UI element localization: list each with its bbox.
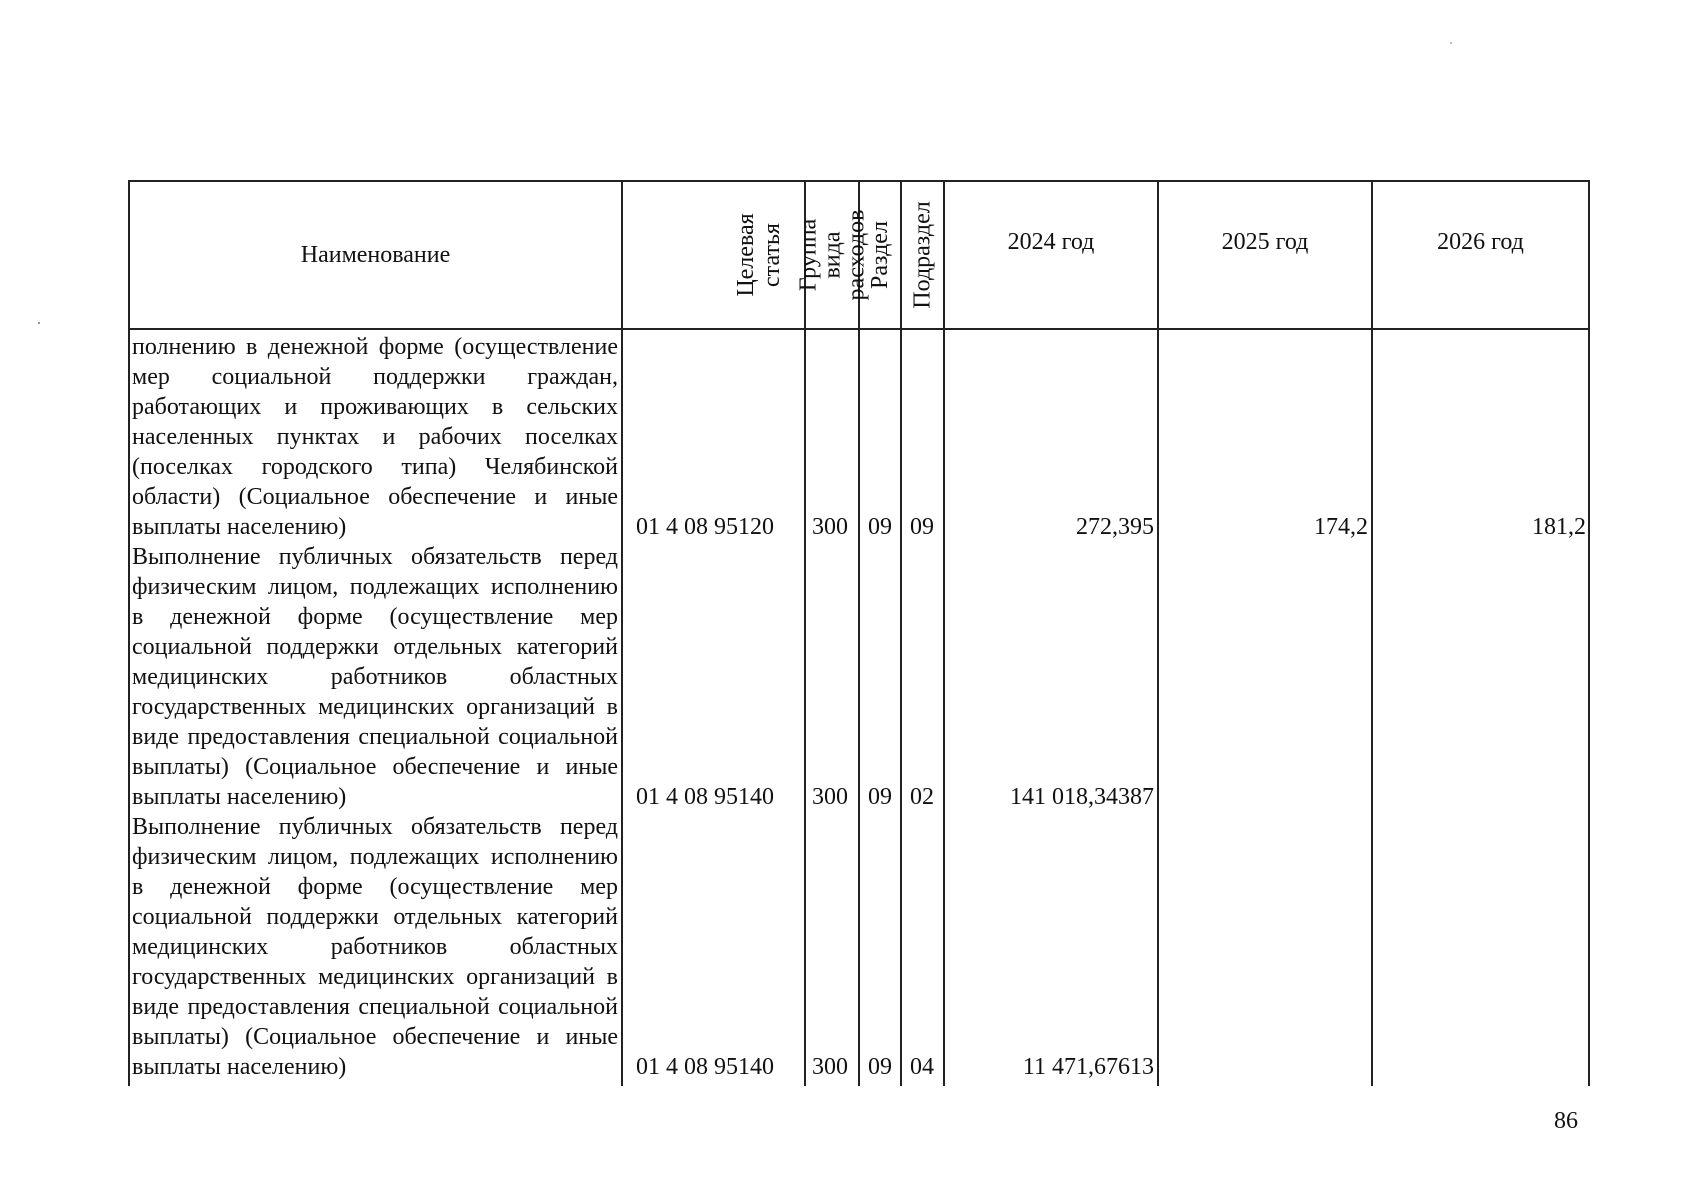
header-2024: 2024 год — [1007, 229, 1095, 255]
header-2026: 2026 год — [1437, 229, 1524, 255]
header-expense-group — [795, 182, 870, 328]
row-1-2026: 181,2 — [1532, 514, 1586, 540]
header-subsection — [902, 182, 943, 328]
row-1-expense-group: 300 — [812, 514, 848, 540]
header-target-article — [714, 182, 804, 328]
table-right-border — [1588, 180, 1590, 1086]
col-divider-2025 — [1371, 180, 1373, 1086]
row-1-subsection: 09 — [910, 514, 934, 540]
header-target-article-text: Целевая статья — [733, 213, 785, 297]
row-1-2024: 272,395 — [1076, 514, 1154, 540]
row-2-section: 09 — [868, 784, 892, 810]
row-3-2024: 11 471,67613 — [1022, 1054, 1154, 1080]
row-3-name: Выполнение публичных обязательств перед физическим лицом, подлежащих исполнению в денежной форме (осуществление мер социальной поддержки отдельных категорий медицинских работников областных государственных медицинских организаций в виде предоставления специальной социальной выплаты) (Социальное обеспечение и иные выплаты населению) — [132, 814, 618, 1080]
row-1-name: полнению в денежной форме (осуществление мер социальной поддержки граждан, работающих и проживающих в сельских населенных пунктах и рабочих поселках (поселках городского типа) Челябинской области) (Социальное обеспечение и иные выплаты населению) — [132, 334, 618, 540]
header-expense-group-text: Группа вида расходов — [795, 209, 870, 301]
row-2-name: Выполнение публичных обязательств перед физическим лицом, подлежащих исполнению в денежной форме (осуществление мер социальной поддержки отдельных категорий медицинских работников областных государственных медицинских организаций в виде предоставления специальной социальной выплаты) (Социальное обеспечение и иные выплаты населению) — [132, 544, 618, 810]
col-divider-name — [621, 180, 623, 1086]
scan-speck — [38, 322, 40, 324]
budget-table — [128, 180, 1590, 1086]
row-3-expense-group: 300 — [812, 1054, 848, 1080]
row-2-subsection: 02 — [910, 784, 934, 810]
row-3-subsection: 04 — [910, 1054, 934, 1080]
row-3-section: 09 — [868, 1054, 892, 1080]
row-1-section: 09 — [868, 514, 892, 540]
header-2025: 2025 год — [1221, 229, 1309, 255]
page-number: 86 — [1554, 1108, 1578, 1134]
row-3-target-article: 01 4 08 95140 — [636, 1054, 774, 1080]
header-section — [860, 182, 900, 328]
col-divider-2024 — [1157, 180, 1159, 1086]
scan-speck — [1450, 42, 1452, 44]
header-name: Наименование — [300, 242, 451, 268]
row-2-expense-group: 300 — [812, 784, 848, 810]
row-1-2025: 174,2 — [1314, 514, 1368, 540]
row-2-target-article: 01 4 08 95140 — [636, 784, 774, 810]
row-1-target-article: 01 4 08 95120 — [636, 514, 774, 540]
col-divider-subsection — [943, 180, 945, 1086]
row-2-2024: 141 018,34387 — [1010, 784, 1154, 810]
header-subsection-text: Подраздел — [909, 201, 936, 309]
header-section-text: Раздел — [867, 221, 894, 289]
